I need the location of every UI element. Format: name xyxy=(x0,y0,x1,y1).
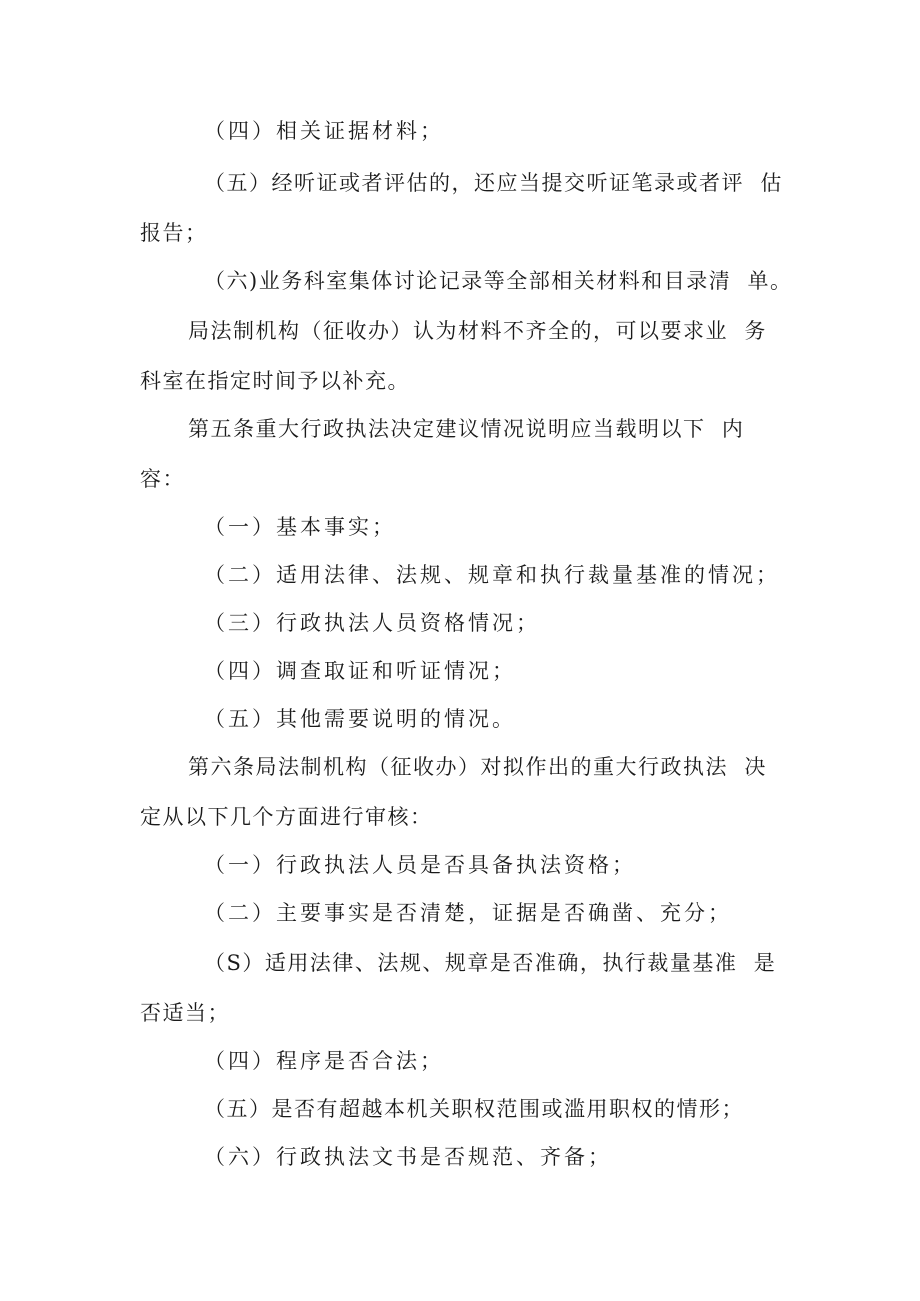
text-line: （一）行政执法人员是否具备执法资格； xyxy=(204,853,636,877)
text-line: 定从以下几个方面进行审核： xyxy=(140,805,433,829)
text-line: 报告； xyxy=(140,221,208,245)
text-line: 局法制机构（征收办）认为材料不齐全的，可以要求业 务 xyxy=(188,319,767,343)
text-line: （一）基本事实； xyxy=(204,515,396,539)
text-line: （五）其他需要说明的情况。 xyxy=(204,707,516,731)
text-line: （六）行政执法文书是否规范、齐备； xyxy=(204,1145,612,1169)
text-line: 容： xyxy=(140,467,185,491)
text-line: 否适当； xyxy=(140,1001,230,1025)
text-line: 第五条重大行政执法决定建议情况说明应当载明以下 内 xyxy=(188,417,745,441)
text-line: （三）行政执法人员资格情况； xyxy=(204,611,540,635)
text-line: （二）主要事实是否清楚，证据是否确凿、充分； xyxy=(204,901,732,925)
text-line: （五）经听证或者评估的，还应当提交听证笔录或者评 估 xyxy=(204,171,783,195)
text-line: 第六条局法制机构（征收办）对拟作出的重大行政执法 决 xyxy=(188,755,767,779)
text-line: （四）相关证据材料； xyxy=(204,119,444,143)
text-line: （六)业务科室集体讨论记录等全部相关材料和目录清 单。 xyxy=(204,269,793,293)
text-line: （五）是否有超越本机关职权范围或滥用职权的情形； xyxy=(204,1097,744,1121)
text-line: 科室在指定时间予以补充。 xyxy=(140,369,410,393)
text-line: （四）调查取证和听证情况； xyxy=(204,659,516,683)
text-line: （S）适用法律、法规、规章是否准确，执行裁量基准 是 xyxy=(204,951,777,975)
text-line: （二）适用法律、法规、规章和执行裁量基准的情况； xyxy=(204,563,780,587)
text-line: （四）程序是否合法； xyxy=(204,1049,444,1073)
